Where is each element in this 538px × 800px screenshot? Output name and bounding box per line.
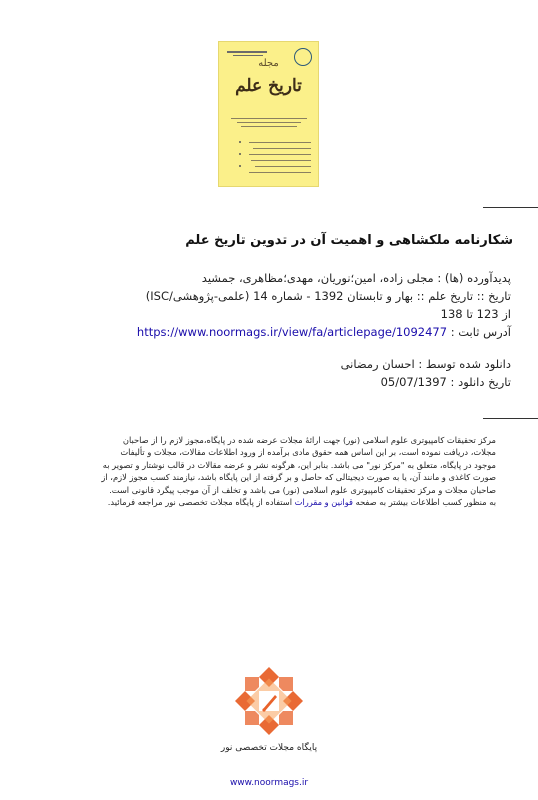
cover-toc-line bbox=[249, 142, 311, 143]
cover-text-line bbox=[237, 122, 301, 123]
rules-link[interactable]: قوانین و مقررات bbox=[294, 497, 353, 508]
cover-toc-line bbox=[249, 154, 311, 155]
notice-line bbox=[68, 496, 496, 508]
cover-publisher-line bbox=[227, 51, 267, 53]
cover-text-line bbox=[241, 126, 297, 127]
divider-top bbox=[483, 207, 538, 208]
article-address bbox=[137, 325, 511, 339]
notice-text: به منظور کسب اطلاعات بیشتر به صفحه bbox=[355, 497, 496, 508]
cover-toc-line bbox=[253, 148, 311, 149]
copyright-notice bbox=[68, 434, 496, 508]
cover-magazine-name: تاریخ علم bbox=[235, 76, 302, 96]
notice-line: صورت کاغذی و مانند آن، یا به صورت دیجیتالی که حاصل و بر گرفته از این پایگاه باشد، نیازمند کسب مجوز لازم، از bbox=[101, 472, 496, 483]
cover-dot bbox=[239, 165, 241, 167]
article-permalink[interactable]: https://www.noormags.ir/view/fa/articlepage/1092477 bbox=[136, 325, 448, 339]
download-date: تاریخ دانلود : 05/07/1397 bbox=[380, 375, 511, 389]
cover-publisher-line bbox=[233, 55, 263, 56]
downloaded-by: دانلود شده توسط : احسان رمضانی bbox=[340, 357, 511, 371]
address-label: آدرس ثابت : bbox=[450, 325, 511, 339]
notice-line: مجلات، دریافت نموده است، بر این اساس همه حقوق مادی برآمده از ورود اطلاعات مقالات، مجلات و تألیفات bbox=[120, 447, 496, 458]
cover-dot bbox=[239, 153, 241, 155]
cover-toc-line bbox=[255, 166, 311, 167]
article-pages: از 123 تا 138 bbox=[440, 307, 511, 321]
notice-line: مرکز تحقیقات کامپیوتری علوم اسلامی (نور) جهت ارائهٔ مجلات عرضه شده در پایگاه،مجوز لازم را از صاحبان bbox=[122, 435, 496, 445]
divider-bottom bbox=[483, 418, 538, 419]
notice-line: صاحبان مجلات و مرکز تحقیقات کامپیوتری علوم اسلامی (نور) می باشد و تخلف از آن موجب پیگرد قانونی است. bbox=[109, 484, 496, 495]
article-authors: پدیدآورده (ها) : مجلی زاده، امین؛نوریان، مهدی؛مظاهری، جمشید bbox=[201, 271, 511, 285]
site-link[interactable]: www.noormags.ir bbox=[229, 778, 309, 788]
logo-caption: پایگاه مجلات تخصصی نور bbox=[220, 743, 318, 753]
notice-text: استفاده از پایگاه مجلات تخصصی نور مراجعه فرمائید. bbox=[107, 497, 293, 508]
cover-text-line bbox=[231, 118, 307, 119]
cover-dot bbox=[239, 141, 241, 143]
cover-magazine-word: مجله bbox=[258, 58, 279, 69]
notice-line: موجود در پایگاه، متعلق به "مرکز نور" می باشد. بنابر این، هرگونه نشر و عرضه مقالات در قالب نوشتار و تصویر به bbox=[102, 459, 496, 470]
article-history: تاریخ :: تاریخ علم :: بهار و تابستان 1392 - شماره 14 (علمی-پژوهشی/ISC) bbox=[145, 289, 511, 303]
cover-toc-line bbox=[249, 172, 311, 173]
journal-cover-image bbox=[218, 41, 319, 187]
article-title: شکارنامه ملکشاهی و اهمیت آن در تدوین تاریخ علم bbox=[185, 233, 513, 248]
cover-toc-line bbox=[251, 160, 311, 161]
noormags-logo-icon bbox=[233, 665, 305, 737]
